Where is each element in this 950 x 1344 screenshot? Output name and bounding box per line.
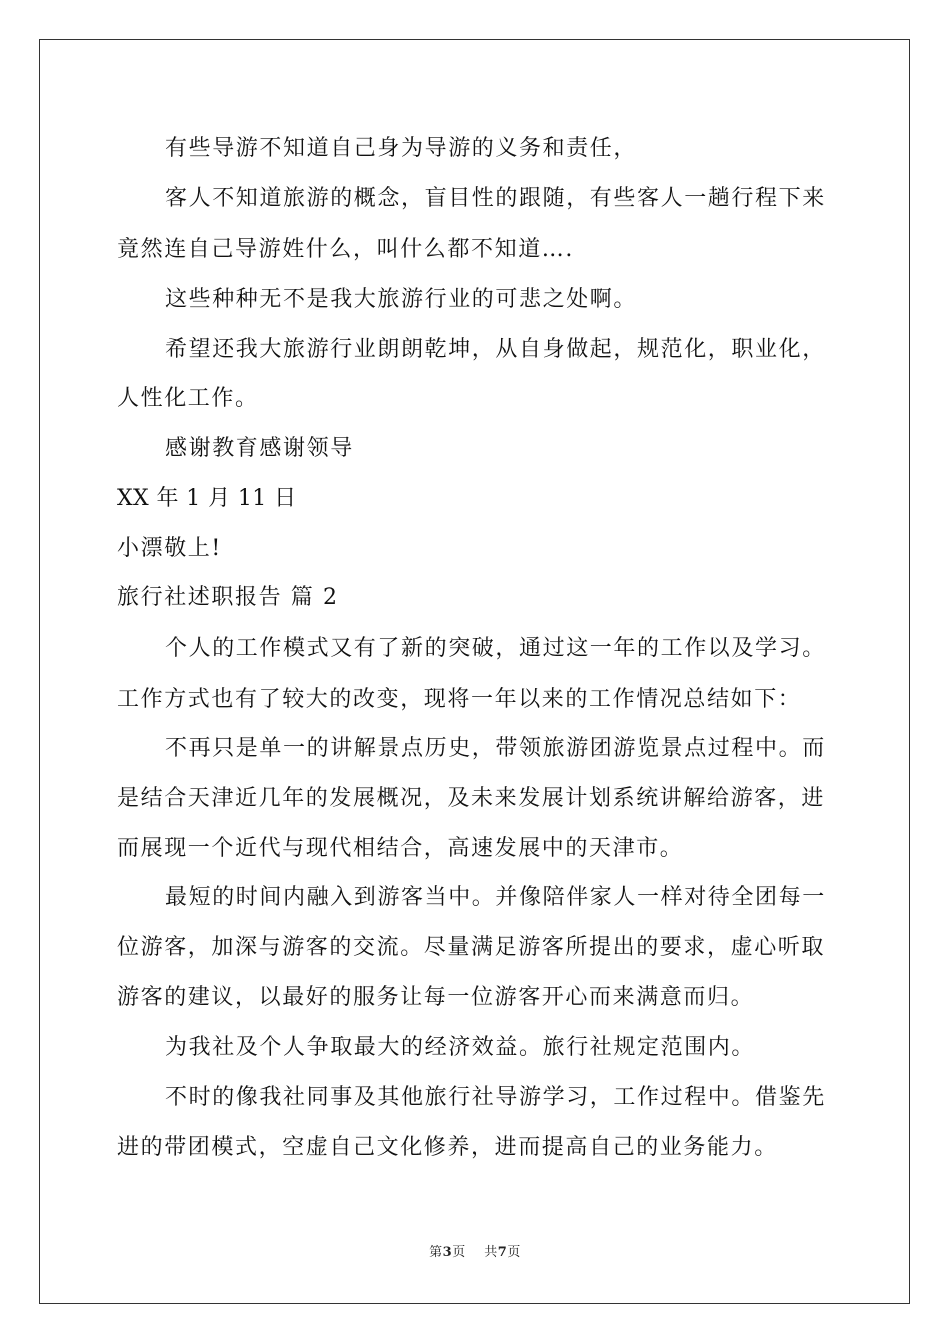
paragraph-line: 不再只是单一的讲解景点历史，带领旅游团游览景点过程中。而 (165, 736, 826, 761)
footer-page-suffix: 页 (452, 1245, 466, 1260)
paragraph-line: 客人不知道旅游的概念，盲目性的跟随，有些客人一趟行程下来 (165, 186, 826, 211)
paragraph-line: 最短的时间内融入到游客当中。并像陪伴家人一样对待全团每一 (165, 885, 826, 910)
date-line: XX 年 1 月 11 日 (117, 486, 297, 511)
footer-total-pages: 7 (497, 1245, 508, 1260)
paragraph-line: 不时的像我社同事及其他旅行社导游学习，工作过程中。借鉴先 (165, 1085, 826, 1110)
paragraph-line: 希望还我大旅游行业朗朗乾坤，从自身做起，规范化，职业化， (165, 337, 826, 362)
page-footer (0, 1245, 950, 1261)
signature-line: 小漂敬上! (117, 536, 222, 561)
section-heading: 旅行社述职报告 篇 2 (117, 585, 339, 610)
paragraph-line: 这些种种无不是我大旅游行业的可悲之处啊。 (165, 287, 638, 312)
paragraph-line: 人性化工作。 (117, 386, 259, 411)
paragraph-line: 为我社及个人争取最大的经济效益。旅行社规定范围内。 (165, 1035, 756, 1060)
paragraph-line: 游客的建议，以最好的服务让每一位游客开心而来满意而归。 (117, 985, 755, 1010)
paragraph-line: 位游客，加深与游客的交流。尽量满足游客所提出的要求，虚心听取 (117, 935, 826, 960)
paragraph-line: 进的带团模式，空虚自己文化修养，进而提高自己的业务能力。 (117, 1135, 778, 1160)
paragraph-line: 有些导游不知道自己身为导游的义务和责任， (165, 136, 638, 161)
footer-page-number: 3 (442, 1245, 453, 1260)
page-border (39, 39, 910, 1304)
paragraph-line: 而展现一个近代与现代相结合，高速发展中的天津市。 (117, 836, 684, 861)
paragraph-line: 竟然连自己导游姓什么，叫什么都不知道…. (117, 237, 574, 262)
footer-total-suffix: 页 (507, 1245, 521, 1260)
footer-page-prefix: 第 (429, 1245, 443, 1260)
paragraph-line: 个人的工作模式又有了新的突破，通过这一年的工作以及学习。 (165, 636, 826, 661)
paragraph-line: 感谢教育感谢领导 (165, 436, 354, 461)
paragraph-line: 是结合天津近几年的发展概况，及未来发展计划系统讲解给游客，进 (117, 786, 826, 811)
paragraph-line: 工作方式也有了较大的改变，现将一年以来的工作情况总结如下： (117, 687, 802, 712)
footer-total-prefix: 共 (484, 1245, 498, 1260)
